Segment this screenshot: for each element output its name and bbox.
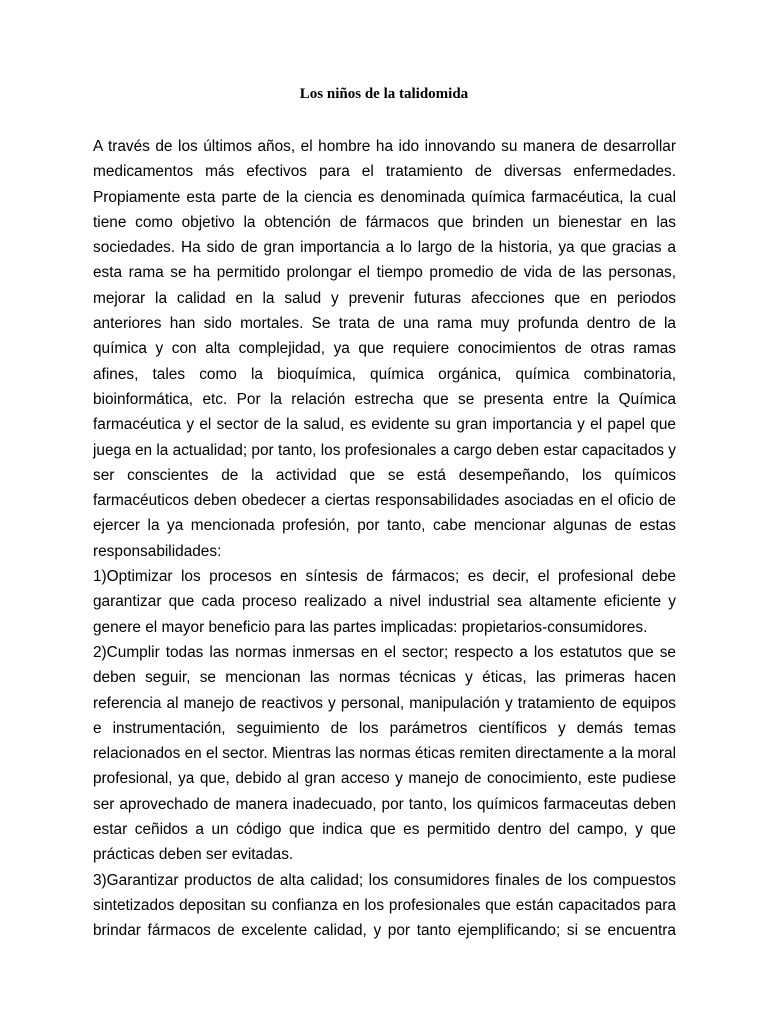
paragraph-intro: A través de los últimos años, el hombre ha ido innovando su manera de desarrollar medicamentos más efectivos para el tratamiento de diversas enfermedades. Propiamente esta parte de la ciencia es denominada química farmacéutica, la cual tiene como objetivo la obtención de fármacos que brinden un bienestar en las sociedades. Ha sido de gran importancia a lo largo de la historia, ya que gracias a esta rama se ha permitido prolongar el tiempo promedio de vida de las personas, mejorar la calidad en la salud y prevenir futuras afecciones que en periodos anteriores han sido mortales. Se trata de una rama muy profunda dentro de la química y con alta complejidad, ya que requiere conocimientos de otras ramas afines, tales como la bioquímica, química orgánica, química combinatoria, bioinformática, etc. Por la relación estrecha que se presenta entre la Química farmacéutica y el sector de la salud, es evidente su gran importancia y el papel que juega en la actualidad; por tanto, los profesionales a cargo deben estar capacitados y ser conscientes de la actividad que se está desempeñando, los químicos farmacéuticos deben obedecer a ciertas responsabilidades asociadas en el oficio de ejercer la ya mencionada profesión, por tanto, cabe mencionar algunas de estas responsabilidades: xyxy=(93,138,676,560)
paragraph-item-1: 1)Optimizar los procesos en síntesis de fármacos; es decir, el profesional debe garantizar que cada proceso realizado a nivel industrial sea altamente eficiente y genere el mayor beneficio para las partes implicadas: propietarios-consumidores. xyxy=(93,568,676,636)
paragraph-item-2: 2)Cumplir todas las normas inmersas en el sector; respecto a los estatutos que se deben seguir, se mencionan las normas técnicas y éticas, las primeras hacen referencia al manejo de reactivos y personal, manipulación y tratamiento de equipos e instrumentación, seguimiento de los parámetros científicos y demás temas relacionados en el sector. Mientras las normas éticas remiten directamente a la moral profesional, ya que, debido al gran acceso y manejo de conocimiento, este pudiese ser aprovechado de manera inadecuado, por tanto, los químicos farmaceutas deben estar ceñidos a un código que indica que es permitido dentro del campo, y que prácticas deben ser evitadas. xyxy=(93,643,676,864)
document-title: Los niños de la talidomida xyxy=(299,86,469,102)
paragraph-item-3: 3)Garantizar productos de alta calidad; los consumidores finales de los compuestos sintetizados depositan su confianza en los profesionales que están capacitados para brindar fármacos de excelente calidad, y por tanto ejemplificando; si se encuentra xyxy=(93,871,676,940)
document-body xyxy=(93,134,676,944)
